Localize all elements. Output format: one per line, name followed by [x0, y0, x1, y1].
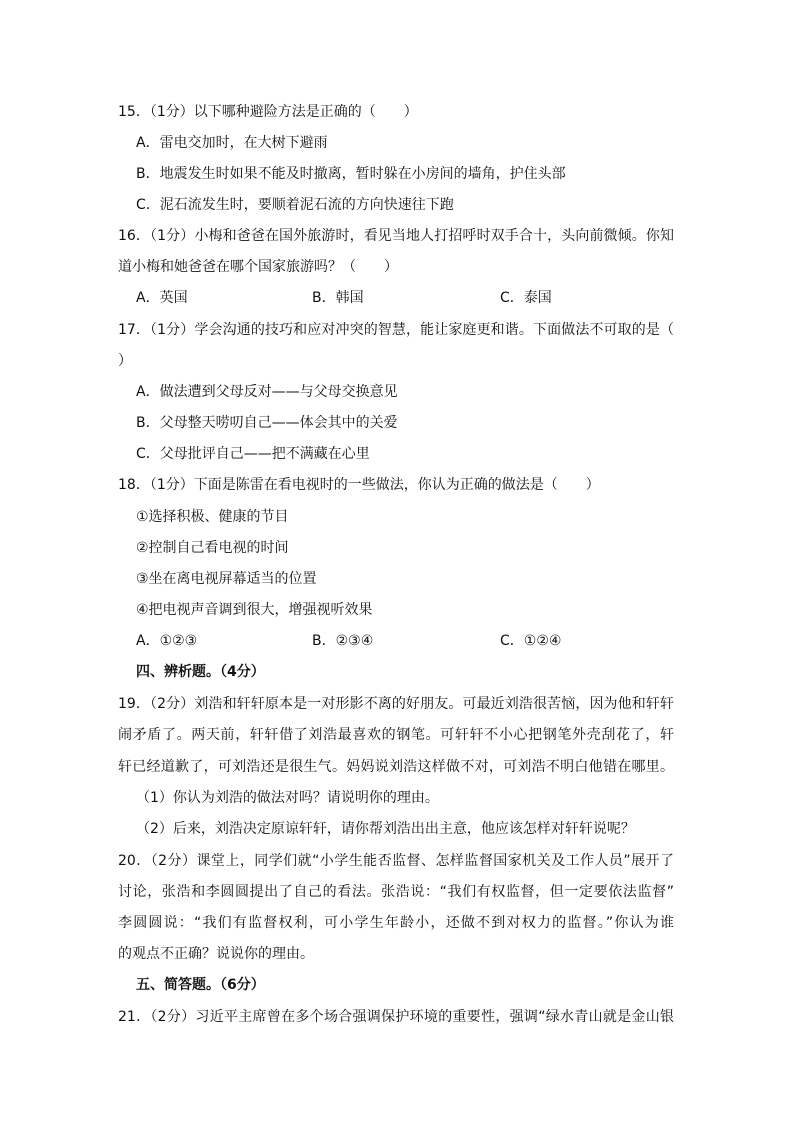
q18-option-c: C．①②④ [500, 633, 562, 649]
q18-option-a: A．①②③ [136, 633, 198, 649]
q20-line1: 20．（2分）课堂上，同学们就“小学生能否监督、怎样监督国家机关及工作人员”展开了 [118, 853, 674, 869]
q16-stem-line1: 16．（1分）小梅和爸爸在国外旅游时，看见当地人打招呼时双手合十，头向前微倾。你知 [118, 228, 674, 244]
q19-part-2: （2）后来，刘浩决定原谅轩轩，请你帮刘浩出出主意，他应该怎样对轩轩说呢？ [136, 821, 635, 837]
q17-stem-line1: 17．（1分）学会沟通的技巧和应对冲突的智慧，能让家庭更和谐。下面做法不可取的是（ [118, 322, 674, 338]
q20-line4: 的观点不正确？说说你的理由。 [118, 946, 314, 962]
q19-part-1: （1）你认为刘浩的做法对吗？请说明你的理由。 [136, 790, 439, 806]
q16-stem-line2: 道小梅和她爸爸在哪个国家旅游吗？（ ） [118, 259, 398, 275]
q17-stem-line2: ） [118, 353, 132, 369]
q17-option-a: A．做法遭到父母反对——与父母交换意见 [136, 384, 398, 400]
q19-line1: 19．（2分）刘浩和轩轩原本是一对形影不离的好朋友。可最近刘浩很苦恼，因为他和轩轩 [118, 696, 674, 712]
q18-option-b: B．②③④ [312, 633, 374, 649]
q16-option-c: C．泰国 [500, 290, 552, 306]
q18-item-3: ③坐在离电视屏幕适当的位置 [136, 571, 317, 587]
section-4-heading: 四、辨析题。（4分） [136, 664, 265, 680]
section-5-heading: 五、简答题。（6分） [136, 977, 265, 993]
q15-stem: 15．（1分）以下哪种避险方法是正确的（ ） [118, 104, 418, 120]
q16-option-b: B．韩国 [312, 290, 364, 306]
q18-item-4: ④把电视声音调到很大，增强视听效果 [136, 602, 373, 618]
q18-item-2: ②控制自己看电视的时间 [136, 540, 289, 556]
q16-option-a: A．英国 [136, 290, 188, 306]
q15-option-a: A．雷电交加时，在大树下避雨 [136, 135, 328, 151]
q15-option-c: C．泥石流发生时，要顺着泥石流的方向快速往下跑 [136, 197, 454, 213]
q21-line1: 21．（2分）习近平主席曾在多个场合强调保护环境的重要性，强调“绿水青山就是金山银 [118, 1009, 674, 1025]
q20-line2: 讨论，张浩和李圆圆提出了自己的看法。张浩说：“我们有权监督，但一定要依法监督” [118, 884, 674, 900]
q17-option-c: C．父母批评自己——把不满藏在心里 [136, 446, 370, 462]
q20-line3: 李圆圆说：“我们有监督权利，可小学生年龄小，还做不到对权力的监督。”你认为谁 [118, 915, 674, 931]
q19-line3: 轩已经道歉了，可刘浩还是很生气。妈妈说刘浩这样做不对，可刘浩不明白他错在哪里。 [118, 759, 674, 775]
q18-options [136, 631, 596, 651]
q19-line2: 闹矛盾了。两天前，轩轩借了刘浩最喜欢的钢笔。可轩轩不小心把钢笔外壳刮花了，轩 [118, 727, 674, 743]
q16-options [136, 288, 596, 308]
q18-item-1: ①选择积极、健康的节目 [136, 509, 289, 525]
q18-stem: 18．（1分）下面是陈雷在看电视时的一些做法，你认为正确的做法是（ ） [118, 477, 600, 493]
q17-option-b: B．父母整天唠叨自己——体会其中的关爱 [136, 415, 398, 431]
q15-option-b: B．地震发生时如果不能及时撤离，暂时躲在小房间的墙角，护住头部 [136, 166, 566, 182]
